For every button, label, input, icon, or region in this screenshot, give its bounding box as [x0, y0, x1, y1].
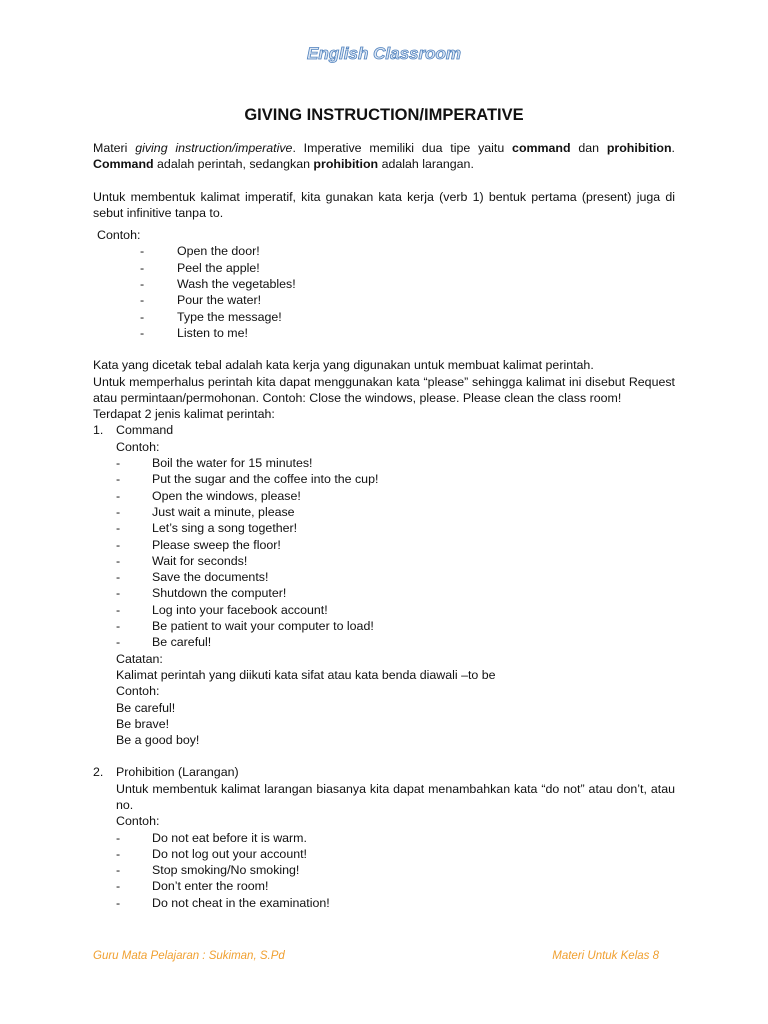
section-2-contoh: Contoh: [116, 814, 160, 829]
section-heading: Command [116, 423, 174, 438]
list-item-text: Do not eat before it is warm. [152, 830, 307, 845]
bullet-dash: - [116, 521, 121, 536]
intro-paragraph-2: Untuk membentuk kalimat imperatif, kita gunakan kata kerja (verb 1) bentuk pertama (present) juga di sebut infinitive tanpa to. [93, 189, 675, 220]
list-item-text: Peel the apple! [177, 260, 260, 275]
list-item-text: Let’s sing a song together! [152, 521, 298, 536]
list-item-text: Please sweep the floor! [152, 537, 281, 552]
list-item [93, 243, 675, 259]
list-item [93, 846, 675, 862]
bullet-dash: - [116, 504, 121, 519]
list-item-text: Wash the vegetables! [177, 277, 296, 292]
catatan-label: Catatan: [116, 651, 163, 666]
be-example-list [93, 700, 675, 749]
bullet-dash: - [140, 309, 145, 324]
list-item [93, 260, 675, 276]
bullet-dash: - [140, 244, 145, 259]
bullet-dash: - [140, 325, 145, 340]
text-run-bold: command [512, 141, 571, 155]
bullet-dash: - [116, 570, 121, 585]
section-1-contoh: Contoh: [116, 439, 160, 454]
list-item-text: Wait for seconds! [152, 553, 248, 568]
footer-class: Materi Untuk Kelas 8 [552, 950, 659, 962]
prohibition-example-list [93, 830, 675, 911]
list-item-text: Open the windows, please! [152, 488, 301, 503]
bullet-dash: - [140, 260, 145, 275]
page-footer [93, 950, 659, 962]
list-number: 2. [93, 765, 104, 780]
list-item-text: Pour the water! [177, 293, 262, 308]
section-heading: Prohibition (Larangan) [116, 765, 239, 780]
list-item [93, 634, 675, 650]
example-list [93, 243, 675, 341]
list-item-text: Listen to me! [177, 325, 248, 340]
text-run-bold: prohibition [606, 141, 672, 155]
header-title: English Classroom [307, 44, 461, 63]
section-2-text: Untuk membentuk kalimat larangan biasanya kita dapat menambahkan kata “do not” atau don’t, atau no. [116, 781, 675, 812]
list-item-text: Be patient to wait your computer to load! [152, 619, 374, 634]
list-item [93, 309, 675, 325]
page-title: GIVING INSTRUCTION/IMPERATIVE [244, 106, 524, 124]
list-item-text: Open the door! [177, 244, 260, 259]
text-run: adalah larangan. [378, 157, 474, 172]
list-item [93, 537, 675, 553]
bullet-dash: - [116, 635, 121, 650]
list-item [93, 830, 675, 846]
bullet-dash: - [116, 537, 121, 552]
list-item-text: Don’t enter the room! [152, 879, 269, 894]
list-item [93, 618, 675, 634]
bullet-dash: - [140, 293, 145, 308]
list-item [93, 455, 675, 471]
text-run-italic: giving instruction/imperative [135, 141, 293, 155]
text-run: dan [570, 141, 607, 155]
list-item [93, 602, 675, 618]
list-item-text: Type the message! [177, 309, 282, 324]
paragraph-3: Kata yang dicetak tebal adalah kata kerja yang digunakan untuk membuat kalimat perintah. [93, 358, 594, 373]
list-item [93, 488, 675, 504]
text-run-bold: Command [93, 157, 154, 172]
list-item-text: Save the documents! [152, 570, 269, 585]
contoh-label-2: Contoh: [116, 684, 160, 699]
list-item [93, 325, 675, 341]
list-item [93, 471, 675, 487]
list-item-text: Shutdown the computer! [152, 586, 287, 601]
bullet-dash: - [116, 553, 121, 568]
bullet-dash: - [116, 863, 121, 878]
bullet-dash: - [116, 472, 121, 487]
text-run: adalah perintah, sedangkan [153, 157, 314, 172]
list-item [93, 878, 675, 894]
list-item-text: Boil the water for 15 minutes! [152, 456, 313, 471]
list-item-text: Do not log out your account! [152, 846, 307, 861]
paragraph-5: Terdapat 2 jenis kalimat perintah: [93, 407, 275, 422]
text-run: Materi [93, 141, 136, 155]
list-item [93, 504, 675, 520]
list-item: Be brave! [116, 716, 170, 731]
list-item [93, 895, 675, 911]
list-item [93, 862, 675, 878]
list-item-text: Do not cheat in the examination! [152, 895, 330, 910]
document-body [93, 140, 675, 911]
list-number: 1. [93, 423, 104, 438]
section-2-heading [93, 764, 675, 780]
list-item-text: Put the sugar and the coffee into the cup! [152, 472, 379, 487]
bullet-dash: - [116, 456, 121, 471]
list-item-text: Stop smoking/No smoking! [152, 863, 300, 878]
bullet-dash: - [116, 895, 121, 910]
bullet-dash: - [116, 619, 121, 634]
list-item: Be a good boy! [116, 733, 200, 748]
footer-teacher: Guru Mata Pelajaran : Sukiman, S.Pd [93, 950, 285, 962]
bullet-dash: - [116, 488, 121, 503]
list-item: Be careful! [116, 700, 176, 715]
list-item-text: Be careful! [152, 635, 212, 650]
text-run-bold: prohibition [313, 157, 379, 172]
list-item [93, 553, 675, 569]
command-example-list [93, 455, 675, 651]
list-item [93, 569, 675, 585]
paragraph-4: Untuk memperhalus perintah kita dapat menggunakan kata “please” sehingga kalimat ini disebut Request atau permintaan/permohonan. Contoh: Close the windows, please. Please clean the class room! [93, 374, 675, 405]
text-run: . Imperative memiliki dua tipe yaitu [292, 141, 513, 155]
list-item-text: Log into your facebook account! [152, 602, 328, 617]
bullet-dash: - [116, 586, 121, 601]
list-item [93, 276, 675, 292]
list-item [93, 292, 675, 308]
section-1-heading [93, 422, 675, 438]
text-run: . [671, 141, 675, 155]
bullet-dash: - [140, 277, 145, 292]
list-item-text: Just wait a minute, please [152, 504, 295, 519]
catatan-text: Kalimat perintah yang diikuti kata sifat atau kata benda diawali –to be [116, 667, 496, 682]
list-item [93, 520, 675, 536]
bullet-dash: - [116, 846, 121, 861]
contoh-label: Contoh: [97, 228, 141, 243]
bullet-dash: - [116, 602, 121, 617]
list-item [93, 585, 675, 601]
bullet-dash: - [116, 830, 121, 845]
bullet-dash: - [116, 879, 121, 894]
intro-paragraph-1 [93, 140, 675, 173]
